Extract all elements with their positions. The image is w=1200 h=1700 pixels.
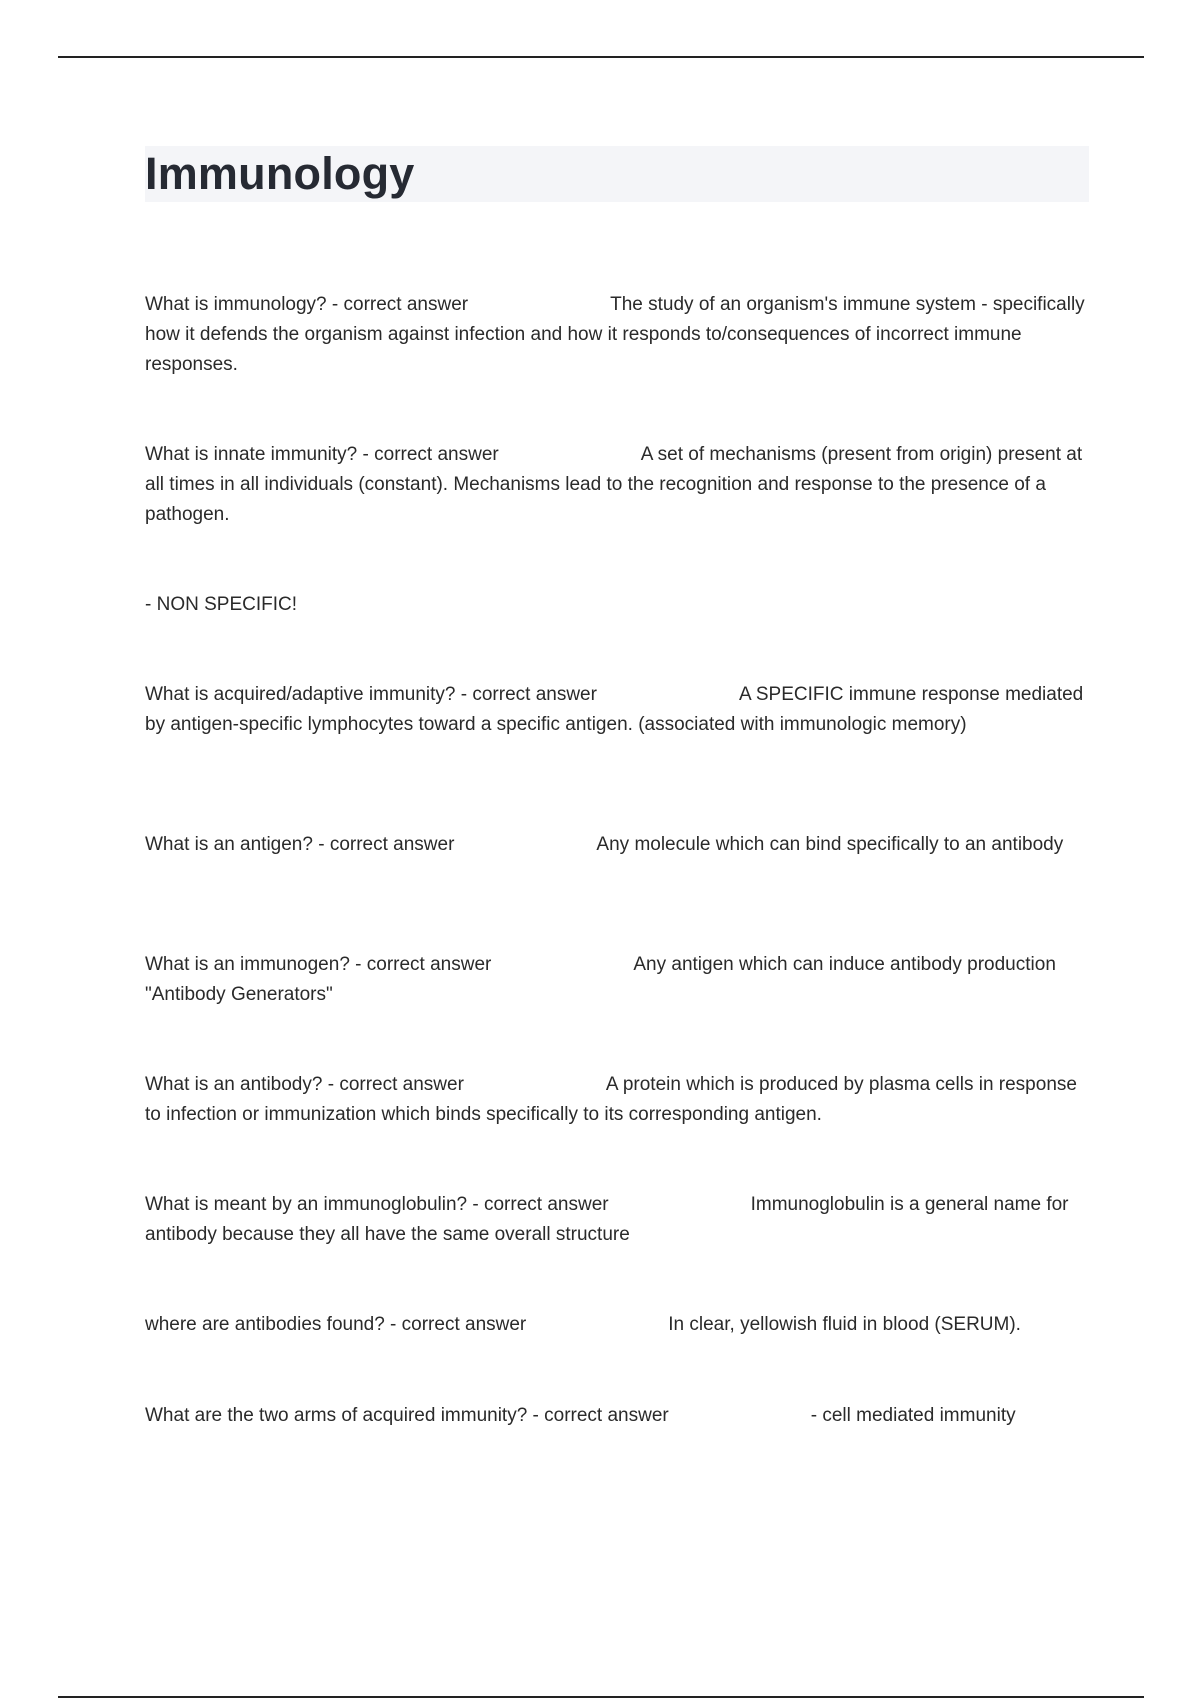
- question-text: What are the two arms of acquired immunity? - correct answer: [145, 1405, 669, 1426]
- answer-text: A protein which is produced by plasma cells in response to infection or immunization which binds specifically to its corresponding antigen.: [145, 1074, 1077, 1125]
- question-text: What is an antibody? - correct answer: [145, 1074, 464, 1095]
- question-text: where are antibodies found? - correct answer: [145, 1314, 527, 1335]
- answer-text: Any antigen which can induce antibody production "Antibody Generators": [145, 954, 1056, 1005]
- qa-entry: [145, 440, 1085, 530]
- answer-text: - NON SPECIFIC!: [145, 594, 298, 615]
- question-text: What is acquired/adaptive immunity? - correct answer: [145, 684, 597, 705]
- question-text: What is meant by an immunoglobulin? - correct answer: [145, 1194, 609, 1215]
- qa-entry: [145, 1310, 1085, 1340]
- qa-entry: [145, 1401, 1085, 1431]
- qa-entry: [145, 1190, 1085, 1250]
- qa-entry: [145, 290, 1085, 380]
- qa-entry: [145, 950, 1085, 1010]
- answer-text: The study of an organism's immune system - specifically how it defends the organism against infection and how it responds to/consequences of incorrect immune responses.: [145, 294, 1085, 375]
- bottom-rule: [58, 1696, 1144, 1698]
- top-rule: [58, 56, 1144, 58]
- qa-entry: [145, 680, 1085, 740]
- qa-entry: [145, 830, 1085, 860]
- question-text: What is immunology? - correct answer: [145, 294, 469, 315]
- qa-entry: [145, 1070, 1085, 1130]
- question-text: What is an antigen? - correct answer: [145, 834, 455, 855]
- question-text: What is innate immunity? - correct answer: [145, 444, 499, 465]
- qa-entry: [145, 590, 1085, 620]
- answer-text: In clear, yellowish fluid in blood (SERUM).: [668, 1314, 1021, 1335]
- answer-text: Immunoglobulin is a general name for antibody because they all have the same overall structure: [145, 1194, 1069, 1245]
- page-title: Immunology: [145, 148, 415, 199]
- answer-text: A SPECIFIC immune response mediated by antigen-specific lymphocytes toward a specific antigen. (associated with immunologic memory): [145, 684, 1084, 735]
- answer-text: - cell mediated immunity: [810, 1405, 1016, 1426]
- answer-text: Any molecule which can bind specifically to an antibody: [596, 834, 1064, 855]
- question-text: What is an immunogen? - correct answer: [145, 954, 492, 975]
- answer-text: A set of mechanisms (present from origin) present at all times in all individuals (constant). Mechanisms lead to the recognition and response to the presence of a pathogen.: [145, 444, 1083, 525]
